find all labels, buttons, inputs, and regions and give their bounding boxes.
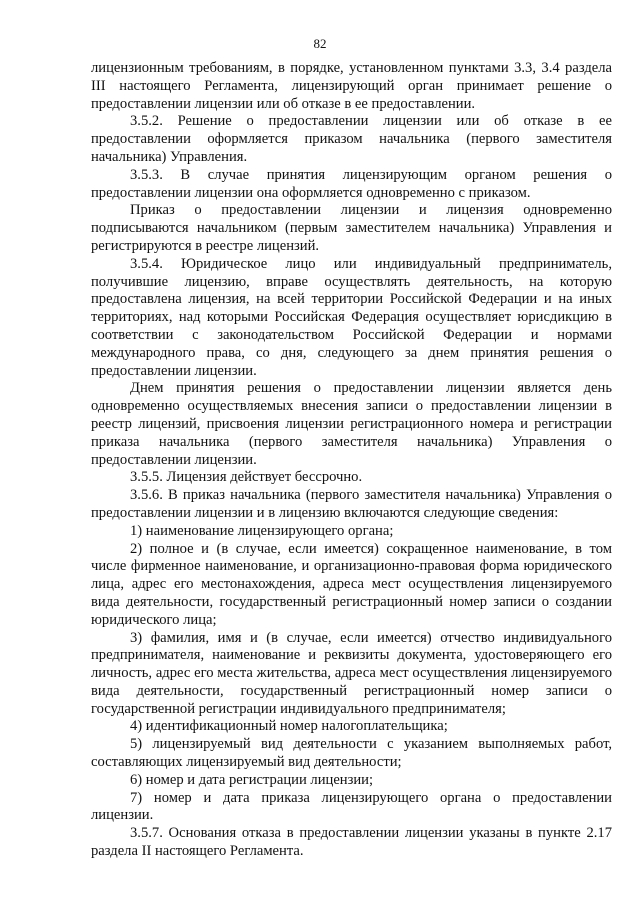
paragraph: 3.5.6. В приказ начальника (первого заместителя начальника) Управления о предоставлении лицензии и в лицензию включаются следующие сведения:	[91, 487, 612, 521]
document-body	[91, 60, 612, 861]
paragraph: Приказ о предоставлении лицензии и лицензия одновременно подписываются начальником (первым заместителем начальника) Управления и регистрируются в реестре лицензий.	[91, 202, 612, 254]
paragraph: 3.5.5. Лицензия действует бессрочно.	[130, 469, 363, 486]
paragraph: лицензионным требованиям, в порядке, установленном пунктами 3.3, 3.4 раздела III настоящего Регламента, лицензирующий орган принимает решение о предоставлении лицензии или об отказе в ее предоставлении.	[91, 60, 612, 112]
list-item: 4) идентификационный номер налогоплательщика;	[130, 718, 448, 735]
paragraph: 3.5.7. Основания отказа в предоставлении лицензии указаны в пункте 2.17 раздела II настоящего Регламента.	[91, 825, 612, 860]
paragraph: Днем принятия решения о предоставлении лицензии является день одновременно осуществляемых внесения записи о предоставлении лицензии в реестр лицензий, присвоения лицензии регистрационного номера и регистрации приказа начальника (первого заместителя начальника) Управления о предоставлении лицензии.	[91, 380, 612, 468]
list-item: 3) фамилия, имя и (в случае, если имеется) отчество индивидуального предпринимателя, наименование и реквизиты документа, удостоверяющего его личность, адрес его места жительства, адреса мест осуществления лицензируемого вида деятельности, государственный регистрационный номер записи о государственной регистрации индивидуального предпринимателя;	[91, 629, 612, 717]
list-item: 6) номер и дата регистрации лицензии;	[130, 771, 374, 788]
list-item: 2) полное и (в случае, если имеется) сокращенное наименование, в том числе фирменное наименование, и организационно-правовая форма юридического лица, адрес его местонахождения, адреса мест осуществления лицензируемого вида деятельности, государственный регистрационный номер записи о создании юридического лица;	[91, 540, 612, 628]
page-number: 82	[313, 36, 327, 51]
list-item: 5) лицензируемый вид деятельности с указанием выполняемых работ, составляющих лицензируемый вид деятельности;	[91, 736, 612, 771]
paragraph: 3.5.4. Юридическое лицо или индивидуальный предприниматель, получившие лицензию, вправе осуществлять деятельность, на которую предоставлена лицензия, на всей территории Российской Федерации и на иных территориях, над которыми Российская Федерация осуществляет юрисдикцию в соответствии с законодательством Российской Федерации и нормами международного права, со дня, следующего за днем принятия решения о предоставлении лицензии.	[91, 255, 612, 379]
paragraph: 3.5.2. Решение о предоставлении лицензии или об отказе в ее предоставлении оформляется приказом начальника (первого заместителя начальника) Управления.	[91, 113, 612, 165]
list-item: 7) номер и дата приказа лицензирующего органа о предоставлении лицензии.	[91, 789, 612, 824]
list-item: 1) наименование лицензирующего органа;	[130, 522, 394, 539]
paragraph: 3.5.3. В случае принятия лицензирующим органом решения о предоставлении лицензии она оформляется одновременно с приказом.	[91, 166, 612, 201]
